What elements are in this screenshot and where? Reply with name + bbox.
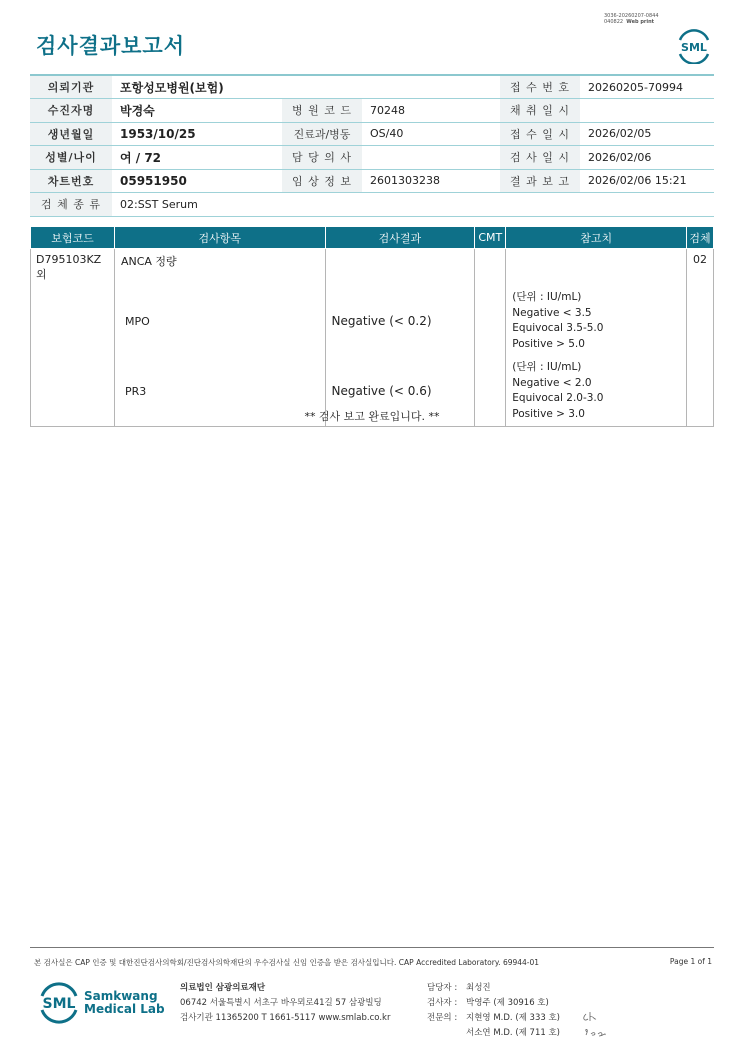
test-date-value: 2026/02/06 bbox=[580, 146, 714, 170]
page-number: Page 1 of 1 bbox=[669, 957, 712, 966]
collect-date-value bbox=[580, 99, 714, 123]
certification-text: 본 검사실은 CAP 인증 및 대한진단검사의학회/진단검사의학재단의 우수검사실 신임 인증을 받은 검사실입니다. CAP Accredited Laboratory. 69944-01 bbox=[34, 958, 540, 967]
collect-date-label: 채 취 일 시 bbox=[500, 99, 580, 123]
org-contact: 검사기관 11365200 T 1661-5117 www.smlab.co.kr bbox=[180, 1013, 391, 1023]
birth-value: 1953/10/25 bbox=[112, 122, 282, 146]
header-test-result: 검사결과 bbox=[325, 227, 475, 249]
staff-name: 서소연 M.D. (제 711 호) bbox=[466, 1028, 561, 1038]
ref-positive: Positive > 3.0 bbox=[512, 407, 585, 420]
logo-line1: Samkwang bbox=[84, 989, 158, 1003]
test-group: ANCA 정량 bbox=[114, 249, 325, 287]
doctor-label: 담 당 의 사 bbox=[282, 146, 362, 170]
receipt-no-value: 20260205-70994 bbox=[580, 75, 714, 99]
web-print-label: Web print bbox=[626, 19, 655, 25]
hospital-code-label: 병 원 코 드 bbox=[282, 99, 362, 123]
specimen-value: 02:SST Serum bbox=[112, 193, 714, 217]
test-item-mpo: MPO bbox=[114, 286, 325, 356]
test-item-pr3: PR3 bbox=[114, 356, 325, 427]
staff-info bbox=[427, 981, 560, 1041]
chart-no-value: 05951950 bbox=[112, 169, 282, 193]
ref-equivocal: Equivocal 3.5-5.0 bbox=[512, 322, 604, 334]
header-test-item: 검사항목 bbox=[114, 227, 325, 249]
ref-negative: Negative < 2.0 bbox=[512, 376, 592, 389]
specimen-tube: 02 bbox=[686, 249, 713, 287]
staff-name: 박영주 (제 30916 호) bbox=[466, 998, 549, 1008]
badge-text: SML bbox=[681, 41, 707, 54]
sml-badge-logo bbox=[674, 26, 714, 64]
receipt-no-label: 접 수 번 호 bbox=[500, 75, 580, 99]
report-value: 2026/02/06 15:21 bbox=[580, 169, 714, 193]
clinical-label: 임 상 정 보 bbox=[282, 169, 362, 193]
staff-role bbox=[427, 1026, 466, 1041]
page-title: 검사결과보고서 bbox=[36, 34, 186, 58]
logo-abbr: SML bbox=[42, 996, 76, 1012]
staff-row bbox=[427, 981, 560, 996]
chart-no-label: 차트번호 bbox=[30, 169, 112, 193]
sml-logo-icon bbox=[36, 979, 82, 1025]
receipt-date-label: 접 수 일 시 bbox=[500, 122, 580, 146]
specimen-label: 검 체 종 류 bbox=[30, 193, 112, 217]
report-complete-note: ** 검사 보고 완료입니다. ** bbox=[304, 410, 440, 423]
clinical-value: 2601303238 bbox=[362, 169, 500, 193]
report-label: 결 과 보 고 bbox=[500, 169, 580, 193]
sex-age-value: 여 / 72 bbox=[112, 146, 282, 170]
staff-name: 최성진 bbox=[466, 983, 491, 993]
logo-wordmark bbox=[84, 990, 165, 1016]
test-result-mpo: Negative (< 0.2) bbox=[325, 286, 475, 356]
doctor-value bbox=[362, 146, 500, 170]
request-org-value: 포항성모병원(보험) bbox=[112, 75, 500, 99]
logo-line2: Medical Lab bbox=[84, 1002, 165, 1016]
header-cmt: CMT bbox=[475, 227, 506, 249]
ref-negative: Negative < 3.5 bbox=[512, 306, 592, 319]
insurance-code: D795103KZ외 bbox=[31, 249, 115, 287]
reference-mpo bbox=[506, 286, 687, 356]
ref-unit: (단위 : IU/mL) bbox=[512, 361, 582, 373]
table-row bbox=[31, 286, 714, 356]
test-date-label: 검 사 일 시 bbox=[500, 146, 580, 170]
staff-role: 검사자 : bbox=[427, 998, 458, 1008]
result-table bbox=[30, 226, 714, 427]
staff-row bbox=[427, 1026, 560, 1041]
staff-row bbox=[427, 996, 560, 1011]
print-id-line1: 3036-20260207-0844 bbox=[604, 13, 659, 19]
patient-info-table bbox=[30, 74, 714, 217]
birth-label: 생년월일 bbox=[30, 122, 112, 146]
ref-equivocal: Equivocal 2.0-3.0 bbox=[512, 392, 604, 404]
print-id bbox=[604, 13, 659, 25]
ref-positive: Positive > 5.0 bbox=[512, 337, 585, 350]
staff-row bbox=[427, 1011, 560, 1026]
hospital-code-value: 70248 bbox=[362, 99, 500, 123]
staff-role: 담당자 : bbox=[427, 983, 458, 993]
receipt-date-value: 2026/02/05 bbox=[580, 122, 714, 146]
sex-age-label: 성별/나이 bbox=[30, 146, 112, 170]
header-insurance-code: 보험코드 bbox=[31, 227, 115, 249]
dept-label: 진료과/병동 bbox=[282, 122, 362, 146]
signature-image bbox=[578, 1008, 610, 1040]
header-specimen: 검체 bbox=[686, 227, 713, 249]
org-name: 의료법인 삼광의료재단 bbox=[180, 983, 266, 993]
header-reference: 참고치 bbox=[506, 227, 687, 249]
footer-divider bbox=[30, 947, 714, 948]
staff-role: 전문의 : bbox=[427, 1013, 458, 1023]
organization-info bbox=[180, 981, 390, 1026]
ref-unit: (단위 : IU/mL) bbox=[512, 291, 582, 303]
request-org-label: 의뢰기관 bbox=[30, 75, 112, 99]
staff-name: 지현영 M.D. (제 333 호) bbox=[466, 1013, 561, 1023]
org-address: 06742 서울특별시 서초구 바우뫼로41길 57 삼광빌딩 bbox=[180, 998, 382, 1008]
dept-value: OS/40 bbox=[362, 122, 500, 146]
test-result-pr3: Negative (< 0.6) bbox=[325, 356, 475, 427]
print-id-code: 040822 bbox=[604, 19, 624, 25]
name-label: 수진자명 bbox=[30, 99, 112, 123]
name-value: 박경숙 bbox=[112, 99, 282, 123]
